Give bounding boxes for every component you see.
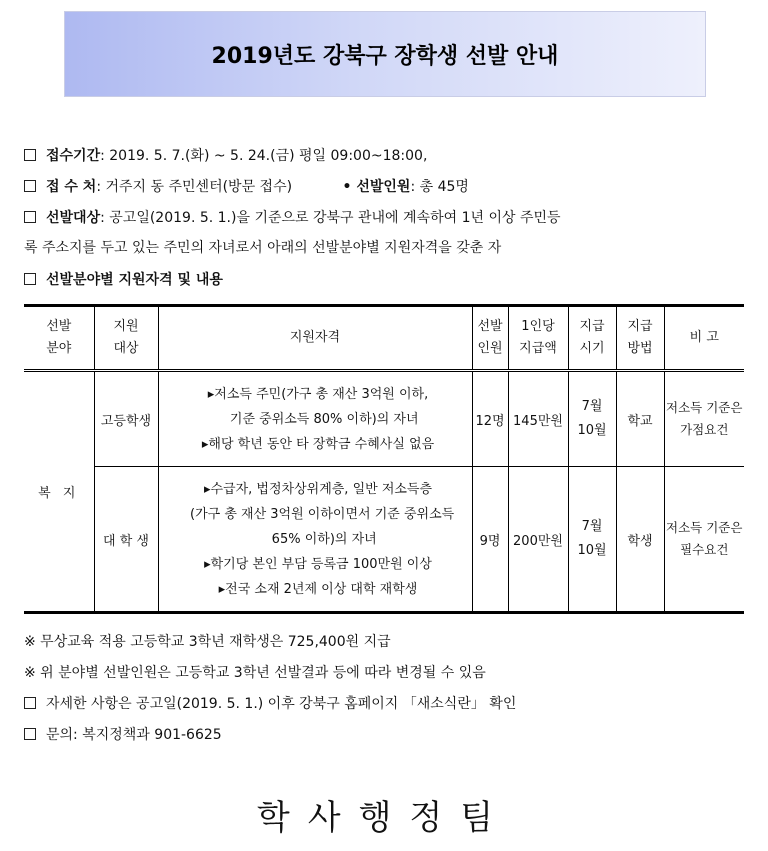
- header-field: 선발 분야: [24, 306, 94, 371]
- section-label: 선발분야별 지원자격 및 내용: [46, 272, 223, 288]
- note-4: 문의: 복지정책과 901-6625: [24, 725, 754, 745]
- period-value: : 2019. 5. 7.(화) ~ 5. 24.(금) 평일 09:00~18:00,: [100, 148, 428, 164]
- target-cell: 대 학 생: [94, 467, 158, 613]
- method-cell: 학생: [616, 467, 664, 613]
- header-amount: 1인당 지급액: [508, 306, 568, 371]
- page-title: 2019년도 강북구 장학생 선발 안내: [211, 43, 559, 69]
- info-target-cont: [24, 238, 754, 258]
- timing-cell: 7월 10월: [568, 371, 616, 467]
- info-target: [24, 208, 754, 228]
- header-qualification: 지원자격: [158, 306, 472, 371]
- timing-cell: 7월 10월: [568, 467, 616, 613]
- target-label: 선발대상: [46, 210, 101, 226]
- info-place: [24, 177, 754, 197]
- remarks-cell: 저소득 기준은 가점요건: [664, 371, 744, 467]
- note-2: ※ 위 분야별 선발인원은 고등학교 3학년 선발결과 등에 따라 변경될 수 있음: [24, 665, 486, 681]
- footer-team-name: 학사행정팀: [256, 798, 512, 838]
- checkbox-square-icon: [24, 728, 36, 740]
- header-remarks: 비 고: [664, 306, 744, 371]
- qualification-cell: ▸저소득 주민(가구 총 재산 3억원 이하, 기준 중위소득 80% 이하)의 자녀 ▸해당 학년 동안 타 장학금 수혜사실 없음: [158, 371, 472, 467]
- qualification-cell: ▸수급자, 법정차상위계층, 일반 저소득층 (가구 총 재산 3억원 이하이면서 기준 중위소득 65% 이하)의 자녀 ▸학기당 본인 부담 등록금 100만원 이상 ▸전국 소재 2년제 이상 대학 재학생: [158, 467, 472, 613]
- checkbox-square-icon: [24, 180, 36, 192]
- count-cell: 9명: [472, 467, 508, 613]
- target-cell: 고등학생: [94, 371, 158, 467]
- checkbox-square-icon: [24, 697, 36, 709]
- title-banner: [64, 11, 706, 97]
- table-row: [24, 371, 744, 467]
- place-label: 접 수 처: [46, 179, 97, 195]
- header-target: 지원 대상: [94, 306, 158, 371]
- period-label: 접수기간: [46, 148, 101, 164]
- target-value-line1: : 공고일(2019. 5. 1.)을 기준으로 강북구 관내에 계속하여 1년 이상 주민등: [100, 210, 561, 226]
- header-count: 선발 인원: [472, 306, 508, 371]
- target-value-line2: 록 주소지를 두고 있는 주민의 자녀로서 아래의 선발분야별 지원자격을 갖춘 자: [24, 240, 502, 256]
- qualification-table: [24, 304, 744, 614]
- table-header-row: [24, 306, 744, 371]
- count-cell: 12명: [472, 371, 508, 467]
- quota-value: : 총 45명: [410, 179, 469, 195]
- place-value: : 거주지 동 주민센터(방문 접수): [96, 179, 293, 195]
- remarks-cell: 저소득 기준은 필수요건: [664, 467, 744, 613]
- section-heading: [24, 270, 754, 290]
- checkbox-square-icon: [24, 211, 36, 223]
- header-method: 지급 방법: [616, 306, 664, 371]
- method-cell: 학교: [616, 371, 664, 467]
- table-row: [24, 467, 744, 613]
- amount-cell: 200만원: [508, 467, 568, 613]
- header-timing: 지급 시기: [568, 306, 616, 371]
- quota-label: • 선발인원: [342, 179, 411, 195]
- info-period: [24, 146, 754, 166]
- note-1: ※ 무상교육 적용 고등학교 3학년 재학생은 725,400원 지급: [24, 634, 391, 650]
- note-3: 자세한 사항은 공고일(2019. 5. 1.) 이후 강북구 홈페이지 「새소식란」 확인: [24, 694, 754, 714]
- checkbox-square-icon: [24, 149, 36, 161]
- field-cell: 복 지: [24, 371, 94, 613]
- checkbox-square-icon: [24, 273, 36, 285]
- amount-cell: 145만원: [508, 371, 568, 467]
